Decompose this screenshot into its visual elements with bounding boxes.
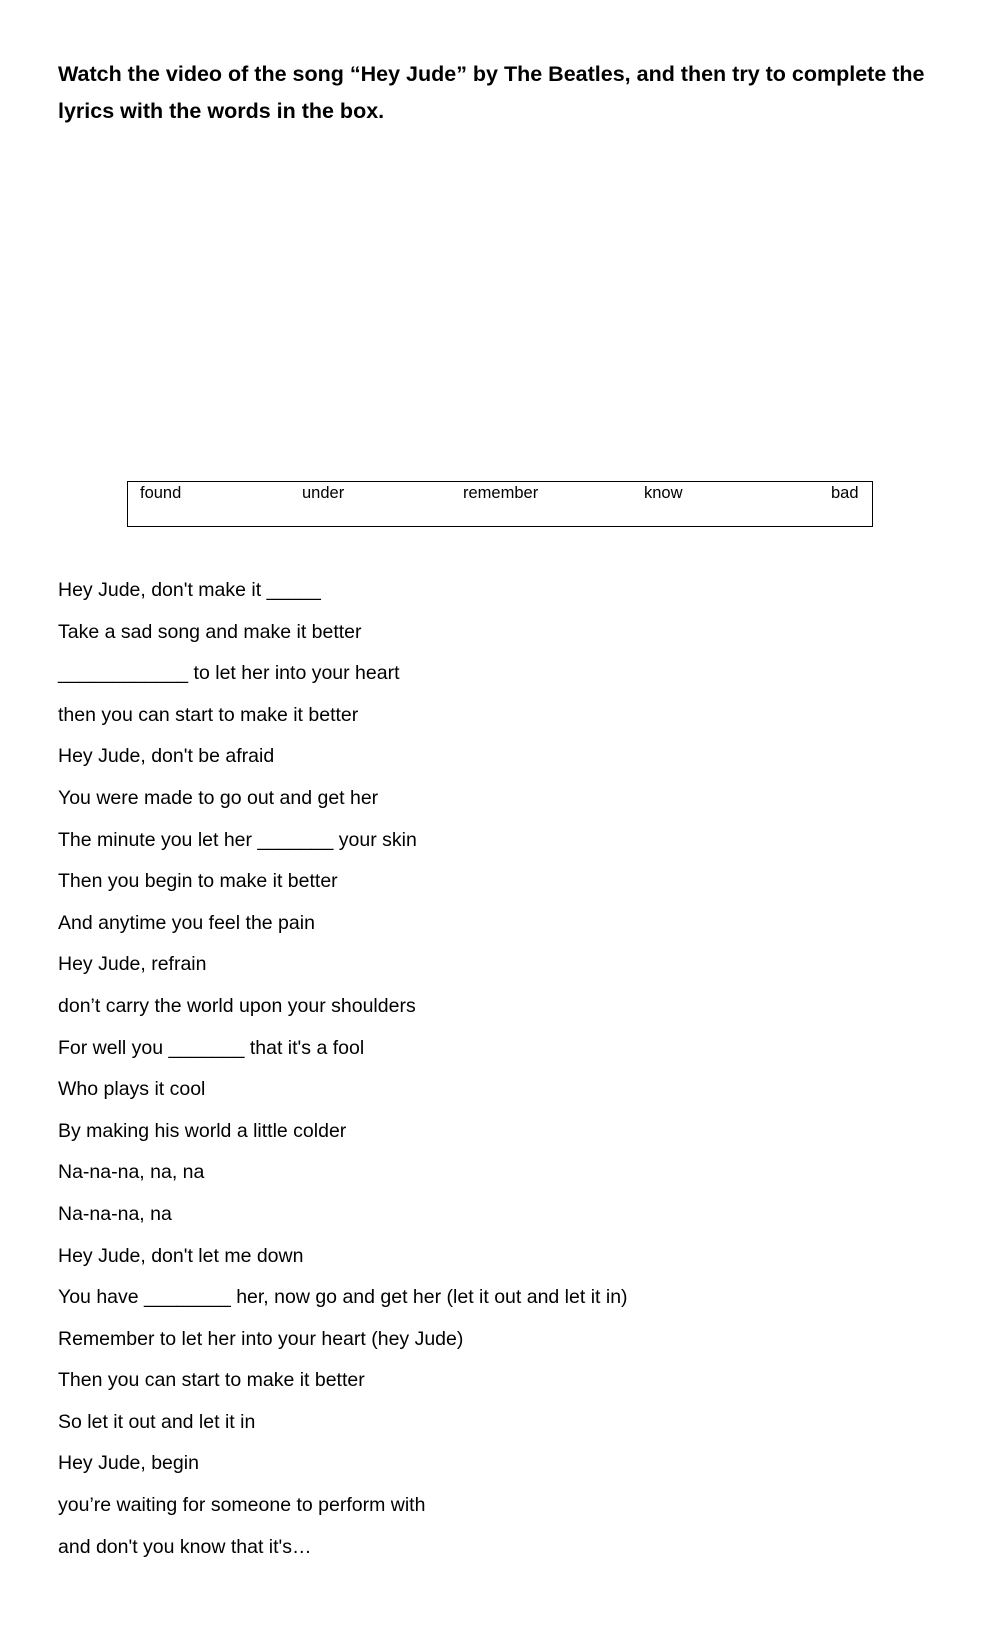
lyric-line: The minute you let her _______ your skin (58, 828, 417, 851)
lyric-line: Remember to let her into your heart (hey Jude) (58, 1327, 464, 1350)
word-box (127, 481, 873, 527)
lyric-line: Hey Jude, don't let me down (58, 1244, 304, 1267)
lyric-line: don’t carry the world upon your shoulders (58, 994, 416, 1017)
lyric-line: Then you begin to make it better (58, 870, 338, 893)
lyric-line: you’re waiting for someone to perform with (58, 1494, 426, 1517)
lyric-line: You have ________ her, now go and get her (let it out and let it in) (58, 1286, 628, 1309)
lyric-line: Na-na-na, na, na (58, 1161, 205, 1184)
lyric-line: You were made to go out and get her (58, 786, 379, 809)
word-box-item: know (644, 484, 683, 502)
word-box-item: under (302, 484, 345, 502)
lyric-line: By making his world a little colder (58, 1119, 347, 1142)
lyric-line: Hey Jude, begin (58, 1452, 199, 1475)
lyric-line: Then you can start to make it better (58, 1369, 365, 1392)
lyric-line: Na-na-na, na (58, 1202, 172, 1225)
lyric-line: For well you _______ that it's a fool (58, 1036, 365, 1059)
lyric-line: Hey Jude, don't make it _____ (58, 579, 321, 601)
lyric-line: Hey Jude, refrain (58, 953, 207, 976)
word-box-item: found (140, 484, 182, 502)
lyric-line: Who plays it cool (58, 1078, 206, 1101)
lyric-line: ____________ to let her into your heart (58, 662, 400, 685)
lyric-line: and don't you know that it's… (58, 1535, 312, 1558)
lyric-line: Take a sad song and make it better (58, 620, 362, 643)
word-box-item: bad (831, 484, 859, 502)
instructions-heading: Watch the video of the song “Hey Jude” by The Beatles, and then try to complete the lyrics with the words in the box. (58, 62, 925, 123)
lyric-line: Hey Jude, don't be afraid (58, 745, 275, 768)
lyric-line: So let it out and let it in (58, 1410, 256, 1433)
lyric-line: then you can start to make it better (58, 703, 359, 726)
lyrics-list (58, 576, 628, 1574)
lyric-line: And anytime you feel the pain (58, 911, 315, 934)
word-box-item: remember (463, 484, 539, 502)
